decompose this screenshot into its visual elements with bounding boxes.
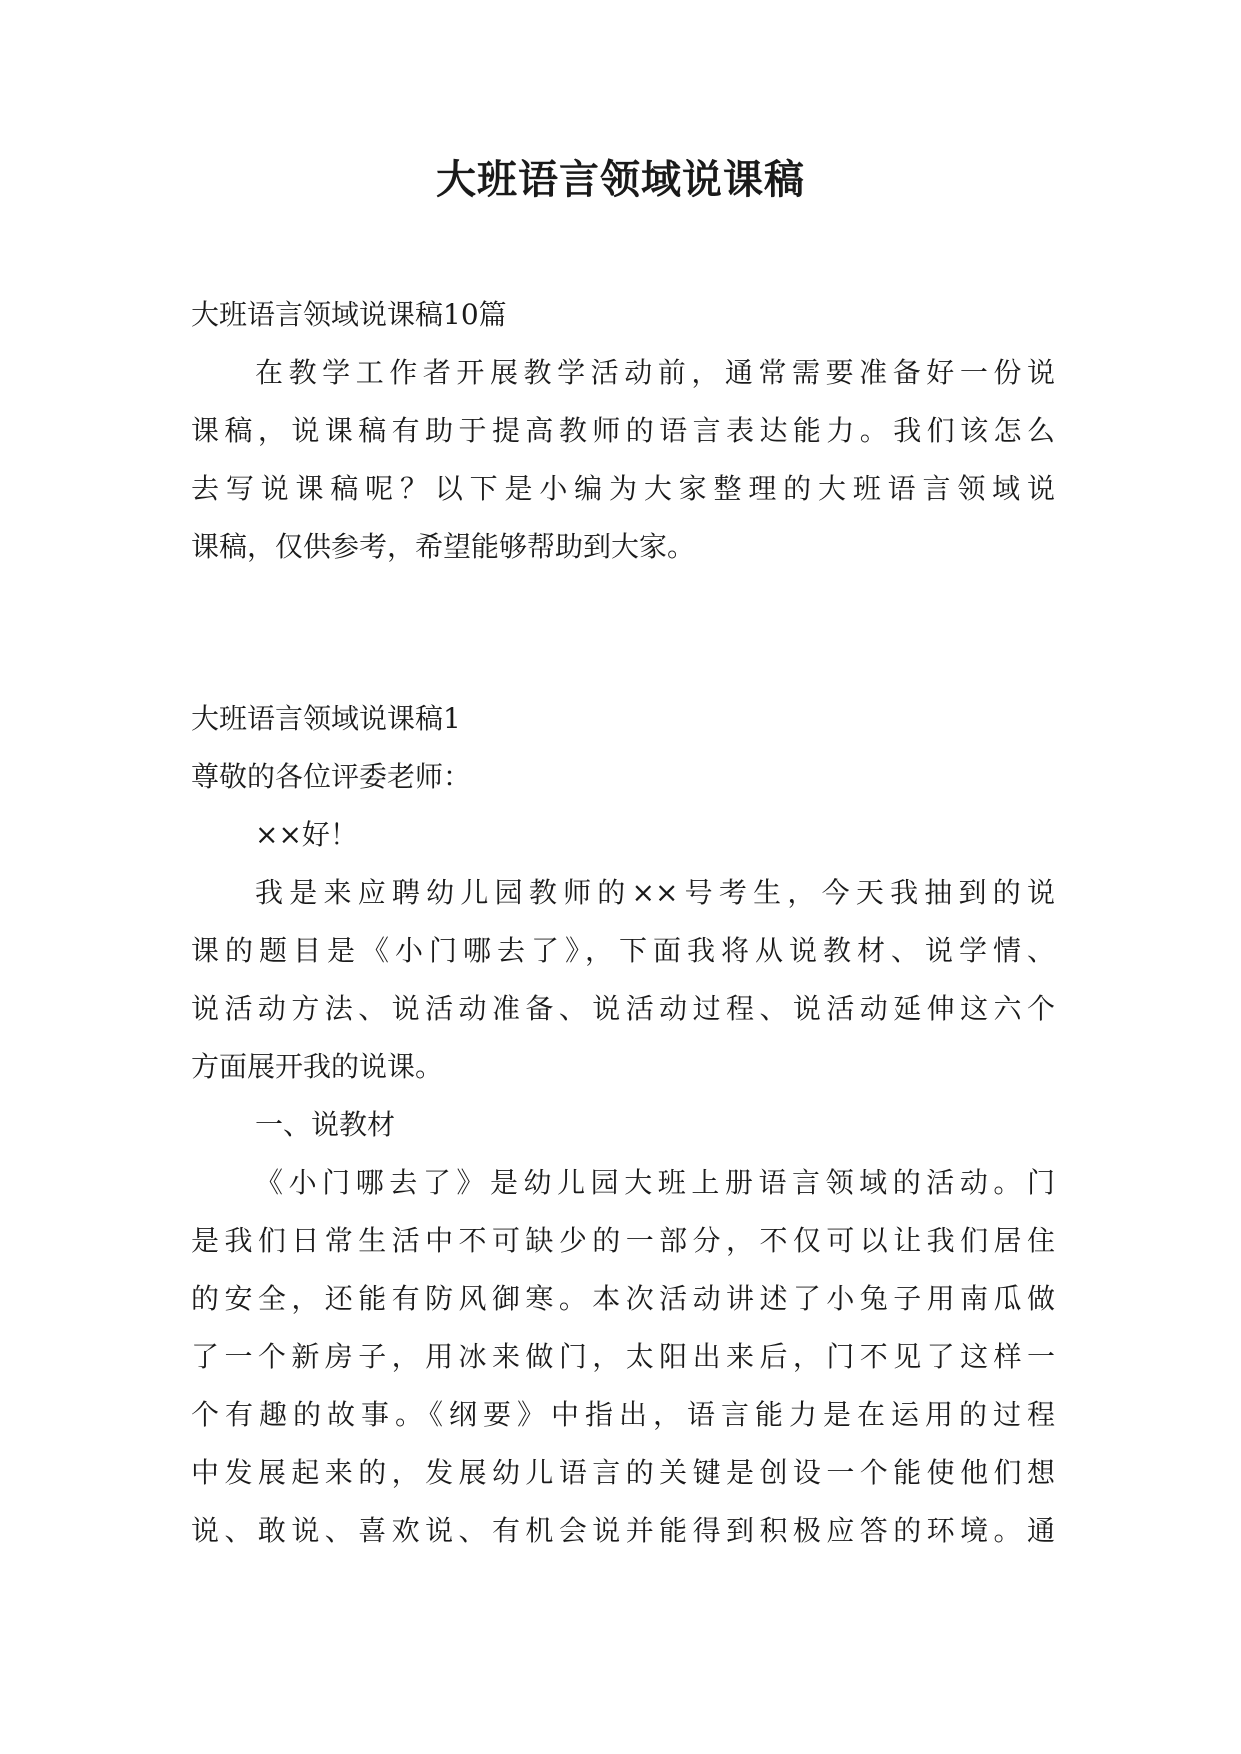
section-spacer: [191, 576, 1055, 690]
paragraph-line: 的安全，还能有防风御寒。本次活动讲述了小兔子用南瓜做: [191, 1282, 1055, 1315]
paragraph-line: 课的题目是《小门哪去了》，下面我将从说教材、说学情、: [191, 934, 1055, 967]
document-body: [191, 286, 1055, 1560]
subtitle: 大班语言领域说课稿10篇: [191, 298, 507, 331]
paragraph-line: 在教学工作者开展教学活动前，通常需要准备好一份说: [255, 356, 1055, 389]
paragraph-line: 课稿，说课稿有助于提高教师的语言表达能力。我们该怎么: [191, 414, 1055, 447]
intro-paragraph: [191, 344, 1055, 576]
paragraph-line: 课稿，仅供参考，希望能够帮助到大家。: [191, 530, 696, 563]
paragraph-line: 去写说课稿呢？以下是小编为大家整理的大班语言领域说: [191, 472, 1055, 505]
paragraph-line: 中发展起来的，发展幼儿语言的关键是创设一个能使他们想: [191, 1456, 1055, 1489]
opening-paragraph: [191, 864, 1055, 1096]
paragraph-line: 了一个新房子，用冰来做门，太阳出来后，门不见了这样一: [191, 1340, 1055, 1373]
document-title: 大班语言领域说课稿: [436, 156, 805, 203]
paragraph-line: 方面展开我的说课。: [191, 1050, 444, 1083]
heading-teaching-material: 一、说教材: [255, 1108, 396, 1141]
body-paragraph: [191, 1154, 1055, 1560]
section-title: 大班语言领域说课稿1: [191, 702, 461, 735]
paragraph-line: 我是来应聘幼儿园教师的××号考生，今天我抽到的说: [255, 876, 1055, 909]
paragraph-line: 说、敢说、喜欢说、有机会说并能得到积极应答的环境。通: [191, 1514, 1055, 1547]
paragraph-line: 《小门哪去了》是幼儿园大班上册语言领域的活动。门: [255, 1166, 1055, 1199]
greeting: ××好！: [255, 818, 358, 851]
paragraph-line: 个有趣的故事。《纲要》中指出，语言能力是在运用的过程: [191, 1398, 1055, 1431]
paragraph-line: 是我们日常生活中不可缺少的一部分，不仅可以让我们居住: [191, 1224, 1055, 1257]
salutation: 尊敬的各位评委老师：: [191, 760, 472, 793]
paragraph-line: 说活动方法、说活动准备、说活动过程、说活动延伸这六个: [191, 992, 1055, 1025]
